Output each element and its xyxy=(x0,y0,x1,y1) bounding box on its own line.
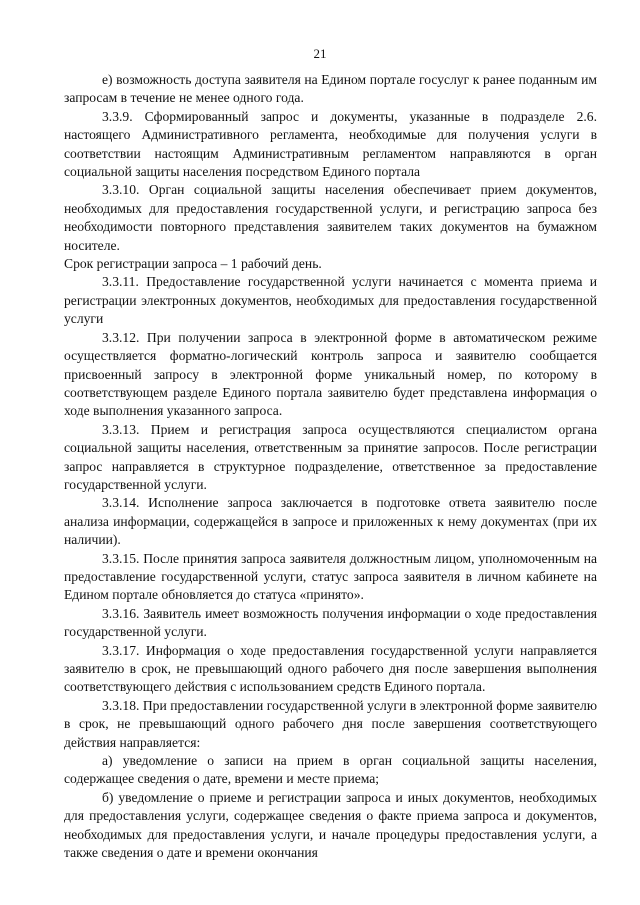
document-body xyxy=(64,71,597,862)
paragraph: 3.3.10. Орган социальной защиты населения обеспечивает прием документов, необходимых для предоставления государственной услуги, и регистрацию запроса без необходимости повторного представления заявителем таких документов на бумажном носителе. xyxy=(64,182,597,253)
paragraph: а) уведомление о записи на прием в орган социальной защиты населения, содержащее сведения о дате, времени и месте приема; xyxy=(64,753,597,787)
paragraph: 3.3.13. Прием и регистрация запроса осуществляются специалистом органа социальной защиты населения, ответственным за принятие запросов. После регистрации запрос направляется в структурное подразделение, ответственное за предоставление государственной услуги. xyxy=(64,421,597,492)
page-number: 21 xyxy=(313,46,327,61)
paragraph: е) возможность доступа заявителя на Едином портале госуслуг к ранее поданным им запросам в течение не менее одного года. xyxy=(64,72,597,106)
paragraph: 3.3.14. Исполнение запроса заключается в подготовке ответа заявителю после анализа информации, содержащейся в запросе и приложенных к нему документах (при их наличии). xyxy=(64,495,597,548)
paragraph: 3.3.9. Сформированный запрос и документы, указанные в подразделе 2.6. настоящего Административного регламента, необходимые для получения услуги в соответствии настоящим Административным регламентом направляются в орган социальной защиты населения посредством Единого портала xyxy=(64,108,597,180)
paragraph: 3.3.11. Предоставление государственной услуги начинается с момента приема и регистрации электронных документов, необходимых для предоставления государственной услуги xyxy=(64,274,597,327)
paragraph: 3.3.16. Заявитель имеет возможность получения информации о ходе предоставления государственной услуги. xyxy=(64,605,597,640)
paragraph: 3.3.15. После принятия запроса заявителя должностным лицом, уполномоченным на предоставление государственной услуги, статус запроса заявителя в личном кабинете на Едином портале обновляется до статуса «принято». xyxy=(64,550,597,603)
paragraph: 3.3.17. Информация о ходе предоставления государственной услуги направляется заявителю в срок, не превышающий одного рабочего дня после завершения выполнения соответствующего действия с использованием средств Единого портала. xyxy=(64,642,597,695)
paragraph: б) уведомление о приеме и регистрации запроса и иных документов, необходимых для предоставления услуги, содержащее сведения о факте приема запроса и документов, необходимых для предоставления услуги, и начале процедуры предоставления услуги, а также сведения о дате и времени окончания xyxy=(64,789,597,861)
paragraph: Срок регистрации запроса – 1 рабочий день. xyxy=(64,256,322,272)
paragraph: 3.3.18. При предоставлении государственной услуги в электронной форме заявителю в срок, не превышающий одного рабочего дня после завершения соответствующего действия направляется: xyxy=(64,697,597,750)
paragraph: 3.3.12. При получении запроса в электронной форме в автоматическом режиме осуществляется форматно-логический контроль запроса и заявителю сообщается присвоенный запросу в электронной форме уникальный номер, по которому в соответствующем разделе Единого портала заявителю будет представлена информация о ходе выполнения указанного запроса. xyxy=(64,329,597,419)
